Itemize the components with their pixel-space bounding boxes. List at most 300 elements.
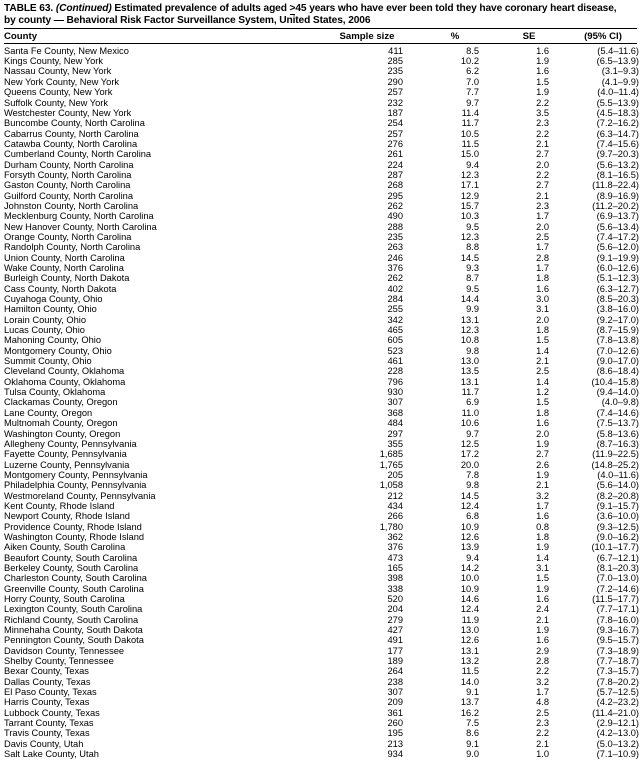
cell-ci: (5.7–12.5): [596, 687, 639, 698]
cell-county: Allegheny County, Pennsylvania: [4, 438, 137, 449]
cell-ci: (11.8–22.4): [592, 180, 639, 191]
table-row: [4, 56, 637, 66]
cell-percent: 9.4: [466, 552, 479, 563]
cell-percent: 13.0: [460, 625, 479, 636]
cell-se: 1.5: [536, 397, 549, 408]
cell-se: 1.4: [536, 345, 549, 356]
cell-sample-size: 461: [387, 356, 403, 367]
cell-sample-size: 284: [387, 294, 403, 305]
cell-se: 3.2: [536, 490, 549, 501]
cell-se: 1.6: [536, 511, 549, 522]
cell-percent: 13.1: [460, 314, 479, 325]
cell-se: 2.0: [536, 428, 549, 439]
cell-county: Union County, North Carolina: [4, 252, 125, 263]
title-line-1-rest: Estimated prevalence of adults aged >45 years who have ever been told they have coronary heart disease,: [111, 3, 617, 14]
table-row: [4, 449, 637, 459]
cell-county: Montgomery County, Pennsylvania: [4, 469, 148, 480]
table-row: [4, 201, 637, 211]
table-row: [4, 563, 637, 573]
cell-percent: 10.5: [460, 128, 479, 139]
cell-ci: (10.4–15.8): [591, 376, 639, 387]
cell-sample-size: 228: [387, 366, 403, 377]
cell-se: 2.5: [536, 366, 549, 377]
table-row: [4, 501, 637, 511]
cell-percent: 14.2: [460, 562, 479, 573]
cell-ci: (6.5–13.9): [596, 56, 639, 67]
cell-percent: 14.5: [460, 252, 479, 263]
cell-ci: (7.3–18.9): [596, 645, 639, 656]
cell-county: Charleston County, South Carolina: [4, 573, 147, 584]
cell-se: 1.8: [536, 325, 549, 336]
table-row: [4, 129, 637, 139]
table-row: [4, 87, 637, 97]
cell-se: 3.2: [536, 676, 549, 687]
table-row: [4, 160, 637, 170]
cell-ci: (9.4–14.0): [596, 387, 639, 398]
cell-sample-size: 934: [387, 749, 403, 760]
cell-sample-size: 307: [387, 397, 403, 408]
cell-ci: (6.7–12.1): [596, 552, 639, 563]
table-row: [4, 263, 637, 273]
cell-ci: (7.7–17.1): [596, 604, 639, 615]
cell-ci: (7.4–17.2): [596, 231, 639, 242]
cell-ci: (7.3–15.7): [596, 666, 639, 677]
cell-percent: 10.0: [460, 573, 479, 584]
cell-ci: (5.4–11.6): [597, 45, 639, 56]
cell-percent: 6.9: [466, 397, 479, 408]
cell-county: New Hanover County, North Carolina: [4, 221, 157, 232]
cell-se: 2.3: [536, 200, 549, 211]
cell-ci: (11.9–22.5): [592, 449, 639, 460]
title-line-2: by county — Behavioral Risk Factor Surveillance System, United States, 2006: [4, 15, 371, 27]
cell-ci: (3.1–9.3): [601, 66, 639, 77]
table-row: [4, 697, 637, 707]
cell-ci: (7.2–16.2): [596, 118, 639, 129]
cell-county: Minnehaha County, South Dakota: [4, 625, 143, 636]
cell-se: 4.8: [536, 697, 549, 708]
cell-ci: (4.0–11.4): [597, 87, 639, 98]
cell-percent: 11.0: [461, 407, 479, 418]
cell-sample-size: 490: [387, 211, 403, 222]
table-row: [4, 439, 637, 449]
cell-sample-size: 402: [387, 283, 403, 294]
cell-percent: 15.0: [460, 149, 479, 160]
cell-county: Salt Lake County, Utah: [4, 749, 99, 760]
cell-se: 2.3: [536, 118, 549, 129]
cell-percent: 13.2: [460, 656, 479, 667]
cell-ci: (7.1–10.9): [596, 749, 639, 760]
table-row: [4, 604, 637, 614]
cell-ci: (7.8–20.2): [596, 676, 639, 687]
cell-county: Washington County, Oregon: [4, 428, 121, 439]
cell-se: 1.6: [536, 594, 549, 605]
cell-ci: (4.0–9.8): [601, 397, 639, 408]
cell-county: Luzerne County, Pennsylvania: [4, 459, 130, 470]
cell-ci: (7.8–13.8): [596, 335, 639, 346]
cell-county: Oklahoma County, Oklahoma: [4, 376, 126, 387]
cell-county: Summit County, Ohio: [4, 356, 92, 367]
cell-county: Davidson County, Tennessee: [4, 645, 125, 656]
cell-sample-size: 1,765: [379, 459, 403, 470]
cell-se: 2.4: [536, 604, 549, 615]
cell-county: Clackamas County, Oregon: [4, 397, 118, 408]
table-row: [4, 470, 637, 480]
cell-ci: (6.3–14.7): [596, 128, 639, 139]
continued-marker: (Continued): [55, 3, 112, 14]
cell-se: 2.2: [536, 97, 549, 108]
cell-county: Mecklenburg County, North Carolina: [4, 211, 154, 222]
cell-se: 1.2: [536, 387, 549, 398]
cell-sample-size: 257: [387, 128, 403, 139]
cell-ci: (8.1–16.5): [596, 169, 639, 180]
cell-percent: 9.4: [466, 159, 479, 170]
table-row: [4, 615, 637, 625]
cell-percent: 13.1: [460, 645, 479, 656]
cell-se: 1.5: [536, 573, 549, 584]
cell-ci: (4.2–23.2): [596, 697, 639, 708]
cell-ci: (11.4–21.0): [592, 707, 639, 718]
table-row: [4, 460, 637, 470]
cell-county: Tulsa County, Oklahoma: [4, 387, 106, 398]
cell-percent: 9.7: [466, 428, 479, 439]
cell-percent: 15.7: [460, 200, 479, 211]
cell-sample-size: 263: [387, 242, 403, 253]
cell-percent: 12.3: [460, 325, 479, 336]
cell-percent: 14.4: [460, 294, 479, 305]
cell-county: Cabarrus County, North Carolina: [4, 128, 139, 139]
cell-se: 1.4: [536, 552, 549, 563]
cell-sample-size: 338: [387, 583, 403, 594]
table-row: [4, 242, 637, 252]
cell-ci: (7.8–16.0): [596, 614, 639, 625]
cell-sample-size: 264: [387, 666, 403, 677]
cell-se: 1.6: [536, 283, 549, 294]
cell-county: Cleveland County, Oklahoma: [4, 366, 125, 377]
table-row: [4, 191, 637, 201]
cell-ci: (5.8–13.6): [596, 428, 639, 439]
cell-percent: 12.3: [460, 169, 479, 180]
cell-percent: 12.5: [460, 438, 479, 449]
cell-county: Providence County, Rhode Island: [4, 521, 142, 532]
cell-sample-size: 290: [387, 76, 403, 87]
cell-se: 2.1: [536, 614, 549, 625]
table-row: [4, 553, 637, 563]
cell-ci: (8.7–15.9): [596, 325, 639, 336]
table-row: [4, 511, 637, 521]
cell-se: 2.8: [536, 252, 549, 263]
cell-ci: (9.0–16.2): [596, 531, 639, 542]
table-row: [4, 522, 637, 532]
cell-county: Gaston County, North Carolina: [4, 180, 131, 191]
cell-sample-size: 295: [387, 190, 403, 201]
cell-se: 2.0: [536, 221, 549, 232]
cell-sample-size: 177: [387, 645, 403, 656]
cell-se: 2.5: [536, 707, 549, 718]
cell-se: 2.0: [536, 159, 549, 170]
cell-sample-size: 262: [387, 273, 403, 284]
cell-percent: 13.9: [460, 542, 479, 553]
cell-percent: 10.2: [460, 56, 479, 67]
cell-percent: 8.6: [466, 728, 479, 739]
cell-county: Orange County, North Carolina: [4, 231, 132, 242]
cell-ci: (5.6–14.0): [596, 480, 639, 491]
cell-sample-size: 205: [387, 469, 403, 480]
cell-county: Philadelphia County, Pennsylvania: [4, 480, 147, 491]
table-row: [4, 480, 637, 490]
cell-se: 3.5: [536, 107, 549, 118]
cell-county: Berkeley County, South Carolina: [4, 562, 139, 573]
cell-percent: 7.7: [466, 87, 479, 98]
table-row: [4, 666, 637, 676]
cell-county: Dallas County, Texas: [4, 676, 91, 687]
cell-se: 2.7: [536, 180, 549, 191]
cell-sample-size: 235: [387, 66, 403, 77]
table-row: [4, 315, 637, 325]
column-header-county: County: [4, 30, 38, 42]
cell-ci: (5.5–13.9): [596, 97, 639, 108]
cell-percent: 9.9: [466, 304, 479, 315]
cell-ci: (7.7–18.7): [596, 656, 639, 667]
cell-se: 1.7: [536, 687, 549, 698]
cell-se: 2.2: [536, 666, 549, 677]
cell-county: Kent County, Rhode Island: [4, 500, 115, 511]
table-row: [4, 749, 637, 759]
cell-county: Richland County, South Carolina: [4, 614, 139, 625]
cell-sample-size: 165: [387, 562, 403, 573]
cell-sample-size: 473: [387, 552, 403, 563]
cell-county: Catawba County, North Carolina: [4, 138, 138, 149]
cell-percent: 12.9: [460, 190, 479, 201]
cell-ci: (9.1–15.7): [596, 500, 639, 511]
cell-percent: 13.7: [460, 697, 479, 708]
cell-sample-size: 355: [387, 438, 403, 449]
column-header-ci: (95% CI): [584, 30, 622, 42]
cell-county: Cumberland County, North Carolina: [4, 149, 152, 160]
cell-se: 1.0: [536, 749, 549, 760]
cell-county: Newport County, Rhode Island: [4, 511, 130, 522]
cell-sample-size: 484: [387, 418, 403, 429]
cell-county: Suffolk County, New York: [4, 97, 109, 108]
table-row: [4, 635, 637, 645]
cell-ci: (9.0–17.0): [596, 356, 639, 367]
cell-county: Durham County, North Carolina: [4, 159, 134, 170]
cell-percent: 11.7: [461, 387, 479, 398]
cell-se: 1.7: [536, 263, 549, 274]
table-row: [4, 377, 637, 387]
cell-ci: (6.0–12.6): [596, 263, 639, 274]
cell-sample-size: 376: [387, 542, 403, 553]
table-row: [4, 346, 637, 356]
cell-percent: 8.8: [466, 242, 479, 253]
cell-se: 2.7: [536, 149, 549, 160]
cell-ci: (8.7–16.3): [596, 438, 639, 449]
cell-ci: (9.1–19.9): [596, 252, 639, 263]
cell-ci: (6.3–12.7): [596, 283, 639, 294]
cell-se: 2.7: [536, 449, 549, 460]
cell-percent: 12.6: [460, 531, 479, 542]
cell-percent: 9.8: [466, 480, 479, 491]
cell-county: El Paso County, Texas: [4, 687, 97, 698]
table-row: [4, 656, 637, 666]
cell-sample-size: 260: [387, 718, 403, 729]
cell-ci: (5.6–12.0): [596, 242, 639, 253]
cell-sample-size: 411: [388, 45, 403, 56]
table-row: [4, 149, 637, 159]
cell-percent: 8.5: [466, 45, 479, 56]
cell-sample-size: 279: [387, 614, 403, 625]
cell-county: Greenville County, South Carolina: [4, 583, 144, 594]
cell-percent: 13.1: [460, 376, 479, 387]
cell-county: Mahoning County, Ohio: [4, 335, 101, 346]
cell-county: Burleigh County, North Dakota: [4, 273, 130, 284]
cell-ci: (8.5–20.3): [596, 294, 639, 305]
cell-se: 2.0: [536, 314, 549, 325]
table-row: [4, 253, 637, 263]
cell-se: 2.8: [536, 656, 549, 667]
cell-sample-size: 213: [387, 738, 403, 749]
cell-county: Wake County, North Carolina: [4, 263, 124, 274]
cell-ci: (9.2–17.0): [596, 314, 639, 325]
cell-county: Forsyth County, North Carolina: [4, 169, 132, 180]
cell-se: 1.6: [536, 45, 549, 56]
cell-sample-size: 362: [387, 531, 403, 542]
cell-percent: 7.5: [466, 718, 479, 729]
table-row: [4, 284, 637, 294]
cell-sample-size: 246: [387, 252, 403, 263]
cell-county: Cuyahoga County, Ohio: [4, 294, 103, 305]
cell-county: Santa Fe County, New Mexico: [4, 45, 129, 56]
table-row: [4, 325, 637, 335]
cell-sample-size: 255: [387, 304, 403, 315]
cell-se: 2.2: [536, 169, 549, 180]
table-row: [4, 139, 637, 149]
cell-county: Nassau County, New York: [4, 66, 112, 77]
table-row: [4, 387, 637, 397]
cell-ci: (5.1–12.3): [596, 273, 639, 284]
cell-county: Davis County, Utah: [4, 738, 84, 749]
table-row: [4, 418, 637, 428]
table-row: [4, 77, 637, 87]
table-number: TABLE 63.: [4, 3, 54, 14]
cell-percent: 14.5: [460, 490, 479, 501]
cell-percent: 9.5: [466, 221, 479, 232]
cell-se: 1.6: [536, 418, 549, 429]
cell-county: Pennington County, South Dakota: [4, 635, 144, 646]
cell-sample-size: 238: [387, 676, 403, 687]
cell-county: Aiken County, South Carolina: [4, 542, 126, 553]
table-row: [4, 366, 637, 376]
cell-se: 2.5: [536, 231, 549, 242]
cell-county: Lane County, Oregon: [4, 407, 93, 418]
cell-county: Bexar County, Texas: [4, 666, 89, 677]
cell-sample-size: 204: [387, 604, 403, 615]
cell-county: Lexington County, South Carolina: [4, 604, 143, 615]
cell-county: Washington County, Rhode Island: [4, 531, 145, 542]
cell-sample-size: 209: [387, 697, 403, 708]
cell-se: 1.4: [536, 376, 549, 387]
cell-ci: (9.3–12.5): [596, 521, 639, 532]
cell-percent: 12.4: [460, 604, 479, 615]
cell-percent: 9.1: [466, 687, 479, 698]
cell-ci: (14.8–25.2): [591, 459, 639, 470]
table-row: [4, 108, 637, 118]
cell-se: 2.1: [536, 738, 549, 749]
cell-sample-size: 1,058: [379, 480, 403, 491]
cell-percent: 10.9: [460, 521, 479, 532]
cell-percent: 20.0: [460, 459, 479, 470]
cell-se: 1.6: [536, 635, 549, 646]
cell-percent: 12.3: [460, 231, 479, 242]
cell-sample-size: 288: [387, 221, 403, 232]
table-row: [4, 625, 637, 635]
cell-ci: (7.4–14.6): [596, 407, 639, 418]
cell-sample-size: 523: [387, 345, 403, 356]
cell-ci: (4.1–9.9): [601, 76, 639, 87]
cell-county: New York County, New York: [4, 76, 120, 87]
cell-se: 1.5: [536, 335, 549, 346]
cell-ci: (8.6–18.4): [596, 366, 639, 377]
cell-ci: (8.2–20.8): [596, 490, 639, 501]
cell-percent: 9.7: [466, 97, 479, 108]
cell-se: 1.5: [536, 76, 549, 87]
table-row: [4, 66, 637, 76]
table-row: [4, 573, 637, 583]
cell-se: 1.7: [536, 500, 549, 511]
cell-sample-size: 605: [387, 335, 403, 346]
cell-sample-size: 307: [387, 687, 403, 698]
cell-ci: (7.0–13.0): [596, 573, 639, 584]
cell-ci: (8.9–16.9): [596, 190, 639, 201]
cell-ci: (9.5–15.7): [596, 635, 639, 646]
table-row: [4, 429, 637, 439]
cell-percent: 10.8: [460, 335, 479, 346]
cell-percent: 9.3: [466, 263, 479, 274]
cell-percent: 9.5: [466, 283, 479, 294]
table-header-row: [4, 29, 637, 44]
cell-percent: 13.5: [460, 366, 479, 377]
cell-sample-size: 376: [387, 263, 403, 274]
cell-se: 3.1: [536, 304, 549, 315]
cell-ci: (5.6–13.4): [596, 221, 639, 232]
cell-se: 1.9: [536, 469, 549, 480]
cell-se: 2.3: [536, 718, 549, 729]
cell-se: 1.7: [536, 211, 549, 222]
cell-county: Beaufort County, South Carolina: [4, 552, 138, 563]
cell-percent: 13.0: [460, 356, 479, 367]
cell-percent: 10.6: [460, 418, 479, 429]
cell-sample-size: 235: [387, 231, 403, 242]
cell-sample-size: 297: [387, 428, 403, 439]
cell-sample-size: 520: [387, 594, 403, 605]
cell-sample-size: 287: [387, 169, 403, 180]
cell-sample-size: 361: [387, 707, 403, 718]
cell-ci: (7.5–13.7): [596, 418, 639, 429]
table-row: [4, 46, 637, 56]
cell-sample-size: 465: [387, 325, 403, 336]
cell-se: 1.8: [536, 273, 549, 284]
cell-se: 1.8: [536, 531, 549, 542]
cell-percent: 16.2: [460, 707, 479, 718]
table-row: [4, 273, 637, 283]
table-row: [4, 532, 637, 542]
cell-county: Lucas County, Ohio: [4, 325, 85, 336]
cell-percent: 11.7: [461, 118, 479, 129]
cell-se: 1.7: [536, 242, 549, 253]
cell-percent: 11.5: [461, 666, 479, 677]
cell-se: 1.9: [536, 56, 549, 67]
table-row: [4, 232, 637, 242]
column-header-se: SE: [522, 30, 536, 42]
